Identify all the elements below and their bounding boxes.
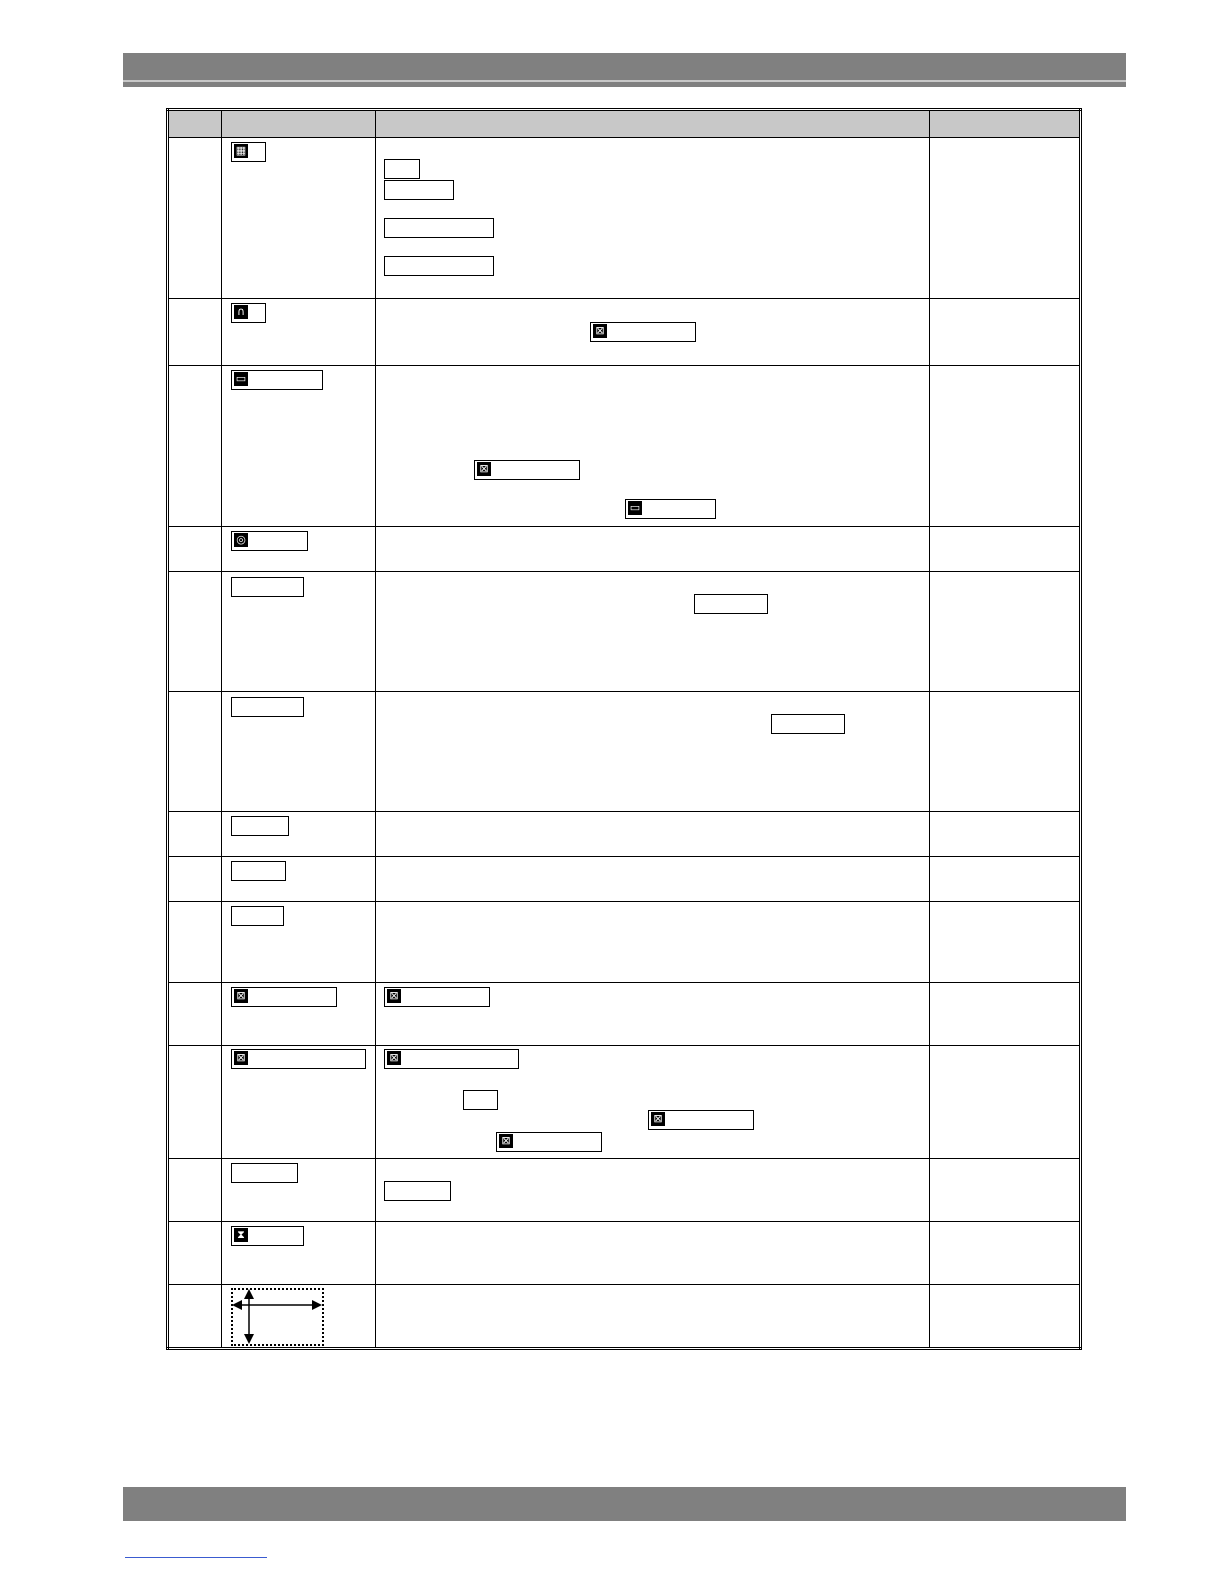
table-row: [168, 983, 1081, 1046]
desc-box: [694, 594, 768, 614]
desc-box: [384, 218, 494, 238]
table-row: [168, 366, 1081, 527]
crossed-box-icon: ⊠: [384, 987, 490, 1007]
table-row: [168, 1222, 1081, 1285]
page-header-bar: [123, 53, 1126, 87]
crossed-box-icon: ⊠: [648, 1110, 754, 1130]
col-header-description: [376, 110, 930, 138]
table-row: [168, 299, 1081, 366]
table-row: [168, 812, 1081, 857]
table-row: [168, 692, 1081, 812]
col-header-no: [168, 110, 222, 138]
table-header-row: [168, 110, 1081, 138]
table-row: [168, 1159, 1081, 1222]
desc-box: [384, 256, 494, 276]
desc-box: [384, 159, 420, 179]
table-row: [168, 1285, 1081, 1349]
crossed-box-icon: ⊠: [474, 460, 580, 480]
crossed-box-icon: ⊠: [384, 1049, 519, 1069]
waveform-icon: ∩: [231, 303, 266, 323]
hourglass-icon: ⧗: [231, 1226, 304, 1246]
table-row: [168, 138, 1081, 299]
blank-box: [231, 906, 284, 926]
desc-box: [384, 1181, 451, 1201]
size-arrows-icon: [222, 1285, 376, 1349]
crossed-box-icon: ⊠: [496, 1132, 602, 1152]
monitor-icon: ▭: [625, 499, 716, 519]
table-row: [168, 902, 1081, 983]
blank-box: [231, 816, 289, 836]
table-row: [168, 527, 1081, 572]
blank-box: [231, 697, 304, 717]
table-row: [168, 1046, 1081, 1159]
crossed-box-icon: ⊠: [231, 987, 337, 1007]
table-row: [168, 572, 1081, 692]
crossed-box-icon: ⊠: [231, 1049, 366, 1069]
crossed-box-icon: ⊠: [590, 322, 696, 342]
spec-table: [166, 108, 1082, 1350]
desc-box: [384, 180, 454, 200]
target-icon: ◎: [231, 531, 308, 551]
monitor-icon: ▭: [231, 370, 323, 390]
table-row: [168, 857, 1081, 902]
page-footer-bar: [123, 1487, 1126, 1521]
desc-box: [771, 714, 845, 734]
blank-box: [231, 861, 286, 881]
blank-box: [231, 577, 304, 597]
col-header-remarks: [930, 110, 1081, 138]
blank-box: [231, 1163, 298, 1183]
desc-box: [463, 1090, 498, 1110]
grid-icon: ▦: [231, 142, 266, 162]
col-header-display: [222, 110, 376, 138]
footer-link-underline[interactable]: [125, 1557, 267, 1558]
header-rule: [123, 80, 1126, 82]
